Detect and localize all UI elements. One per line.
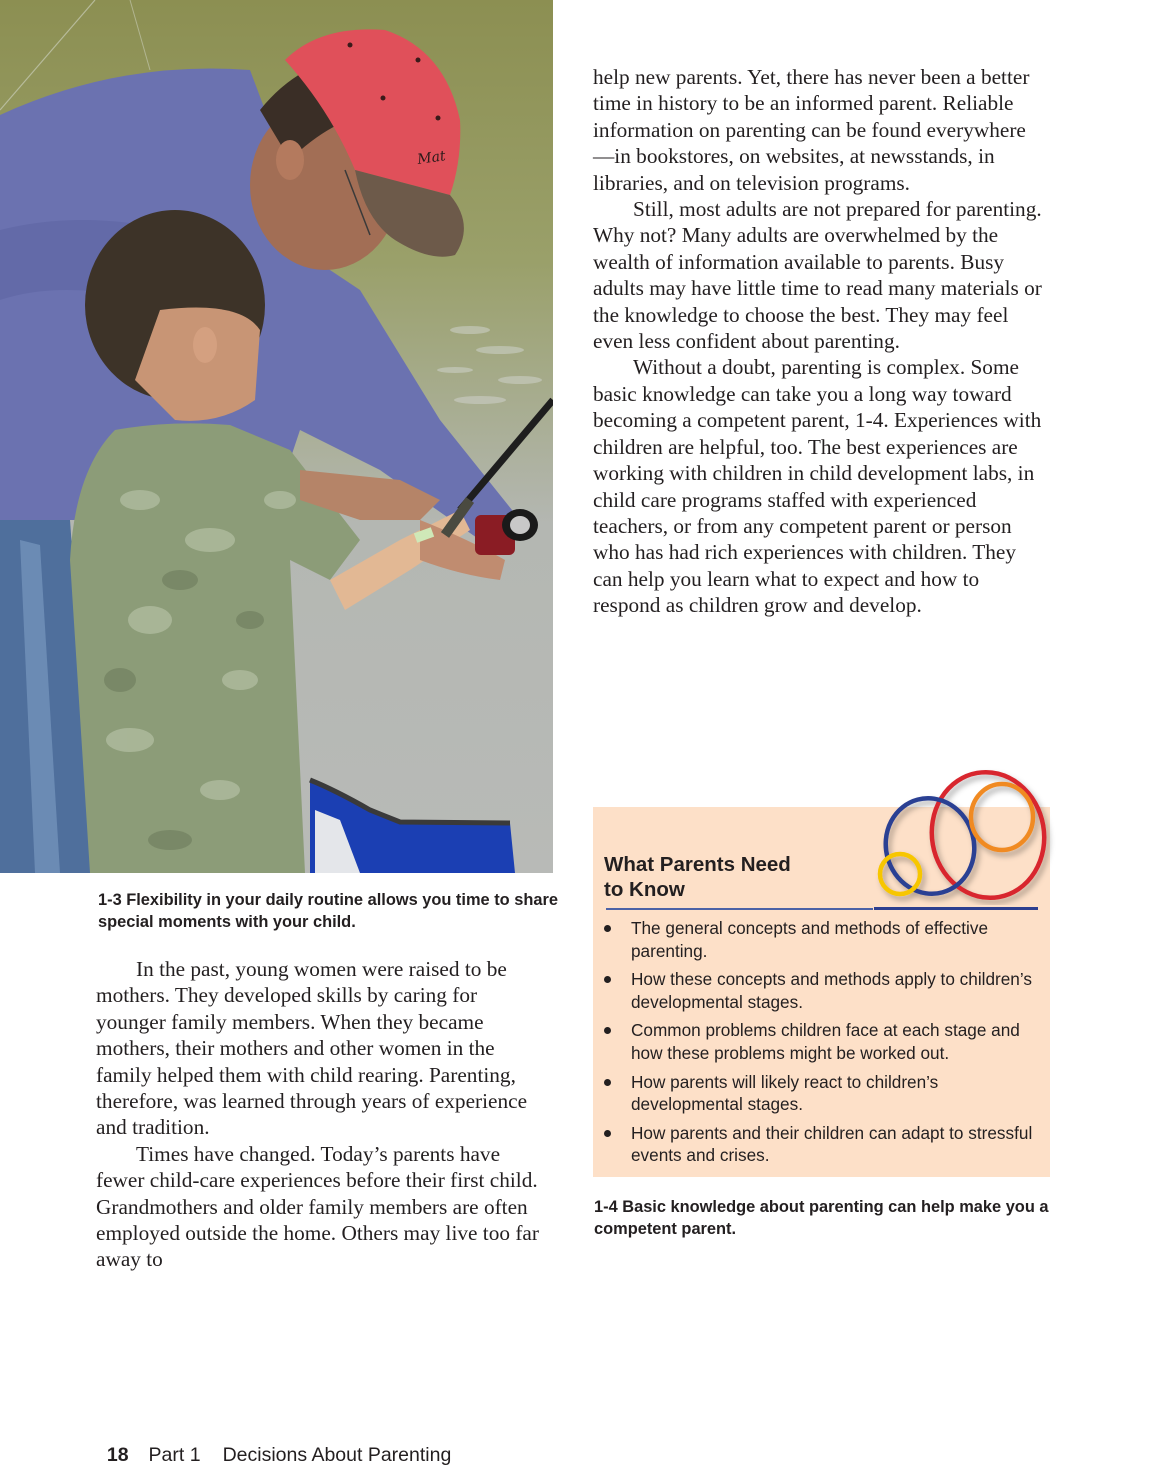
right-column-body	[593, 64, 1043, 619]
callout-title	[604, 853, 854, 902]
list-item-text: The general concepts and methods of effective parenting.	[631, 918, 989, 961]
list-item	[604, 1122, 1044, 1167]
bullet-icon	[604, 1079, 611, 1086]
left-column-body	[96, 956, 548, 1273]
bullet-icon	[604, 976, 611, 983]
callout-title-line2: to Know	[604, 877, 685, 901]
paragraph: Times have changed. Today’s parents have fewer child-care experiences before their first child. Grandmothers and older family members are often employed outside the home. Others may live too far away to	[96, 1141, 539, 1272]
list-item-text: How parents and their children can adapt to stressful events and crises.	[631, 1122, 1033, 1166]
list-item-text: How parents will likely react to children’s developmental stages.	[631, 1071, 939, 1115]
bullet-icon	[604, 1130, 611, 1137]
callout-list	[604, 917, 1044, 1173]
bullet-icon	[604, 925, 611, 932]
callout-divider-accent	[874, 907, 1038, 910]
callout-divider	[606, 908, 873, 910]
list-item	[604, 1071, 1044, 1116]
bullet-icon	[604, 1027, 611, 1034]
section-title: Decisions About Parenting	[222, 1444, 452, 1466]
page-number: 18	[106, 1444, 129, 1466]
photo-father-son-fishing	[0, 0, 553, 873]
part-label: Part 1	[148, 1444, 201, 1466]
svg-text:Mat: Mat	[416, 148, 447, 168]
list-item	[604, 968, 1044, 1013]
figure-1-4-caption: 1-4 Basic knowledge about parenting can help make you a competent parent.	[594, 1198, 1049, 1238]
decorative-rings-icon	[860, 765, 1060, 905]
paragraph: In the past, young women were raised to be mothers. They developed skills by caring for younger family members. When they became mothers, their mothers and other women in the family helped them with child rearing. Parenting, therefore, was learned through years of experience and tradition.	[96, 957, 528, 1140]
photo-illustration	[0, 0, 553, 873]
page-footer	[96, 1421, 451, 1467]
list-item-text: How these concepts and methods apply to children’s developmental stages.	[631, 969, 1032, 1012]
list-item	[604, 917, 1044, 962]
paragraph: help new parents. Yet, there has never been a better time in history to be an informed parent. Reliable information on parenting can be found everywhere—in bookstores, on websites, at newsstands, in libraries, and on television programs.	[593, 65, 1030, 195]
callout-title-line1: What Parents Need	[604, 853, 791, 876]
list-item	[604, 1019, 1044, 1064]
list-item-text: Common problems children face at each stage and how these problems might be worked out.	[631, 1020, 1020, 1063]
paragraph: Still, most adults are not prepared for parenting. Why not? Many adults are overwhelmed by the wealth of information available to parents. Busy adults may have little time to read many materials or the knowledge to choose the best. They may feel even less confident about parenting.	[593, 197, 1042, 354]
figure-1-3-caption: 1-3 Flexibility in your daily routine allows you time to share special moments with your child.	[98, 891, 558, 931]
paragraph: Without a doubt, parenting is complex. Some basic knowledge can take you a long way toward becoming a competent parent, 1-4. Experiences with children are helpful, too. The best experiences are working with children in child development labs, in child care programs staffed with experienced teachers, or from any competent parent or person who has had rich experiences with children. They can help you learn what to expect and how to respond as children grow and develop.	[593, 355, 1042, 618]
